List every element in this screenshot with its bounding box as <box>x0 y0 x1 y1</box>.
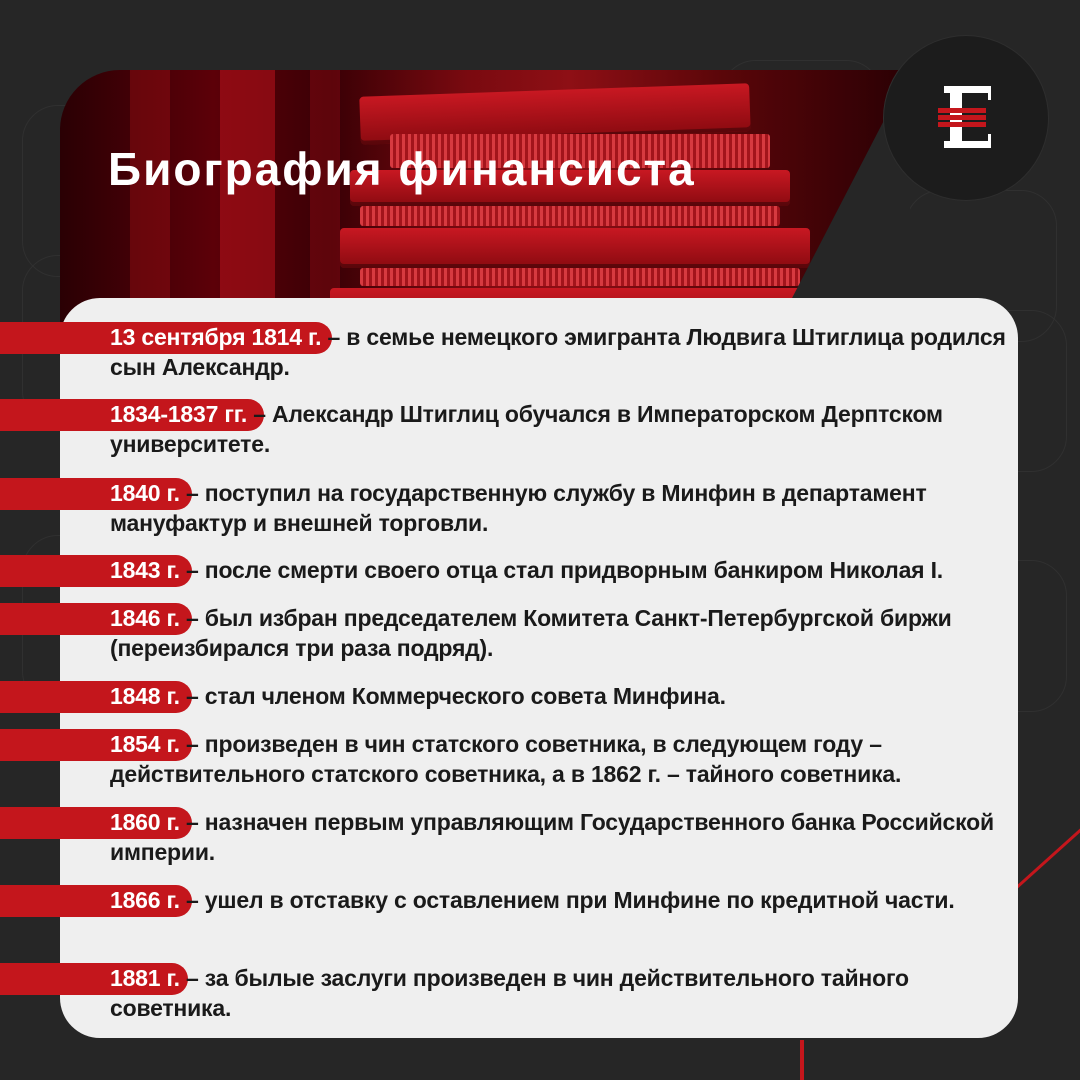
event-date: 1843 г. <box>110 557 180 583</box>
timeline-item <box>110 729 1010 789</box>
event-text: – за былые заслуги произведен в чин действительного тайного советника. <box>110 965 909 1021</box>
page-title: Биография финансиста <box>108 143 696 195</box>
timeline-item <box>110 807 1010 867</box>
event-text: – ушел в отставку с оставлением при Минфине по кредитной части. <box>179 887 955 913</box>
event-date: 1846 г. <box>110 605 180 631</box>
timeline-item <box>110 555 1010 585</box>
event-date: 13 сентября 1814 г. <box>110 324 322 350</box>
event-text: – после смерти своего отца стал придворным банкиром Николая I. <box>179 557 943 583</box>
event-date: 1848 г. <box>110 683 180 709</box>
timeline-item <box>110 963 1010 1023</box>
event-text: – поступил на государственную службу в Минфин в департамент мануфактур и внешней торговли. <box>110 480 927 536</box>
timeline-item <box>110 885 1010 915</box>
event-text: – произведен в чин статского советника, в следующем году – действительного статского советника, а в 1862 г. – тайного советника. <box>110 731 902 787</box>
event-text: – был избран председателем Комитета Санкт-Петербургской биржи (переизбирался три раза подряд). <box>110 605 952 661</box>
timeline-item <box>110 603 1010 663</box>
event-date: 1854 г. <box>110 731 180 757</box>
timeline-item <box>110 399 1010 459</box>
event-date: 1860 г. <box>110 809 180 835</box>
event-text: – назначен первым управляющим Государственного банка Российской империи. <box>110 809 994 865</box>
event-date: 1840 г. <box>110 480 180 506</box>
decorative-red-line <box>1009 812 1080 895</box>
timeline-item <box>110 681 1010 711</box>
timeline-item <box>110 478 1010 538</box>
event-date: 1834-1837 гг. <box>110 401 248 427</box>
timeline-item <box>110 322 1010 382</box>
event-date: 1866 г. <box>110 887 180 913</box>
event-text: – стал членом Коммерческого совета Минфина. <box>179 683 726 709</box>
event-text: – Александр Штиглиц обучался в Императорском Дерптском университете. <box>110 401 943 457</box>
event-date: 1881 г. <box>110 965 180 991</box>
event-text: – в семье немецкого эмигранта Людвига Штиглица родился сын Александр. <box>110 324 1006 380</box>
